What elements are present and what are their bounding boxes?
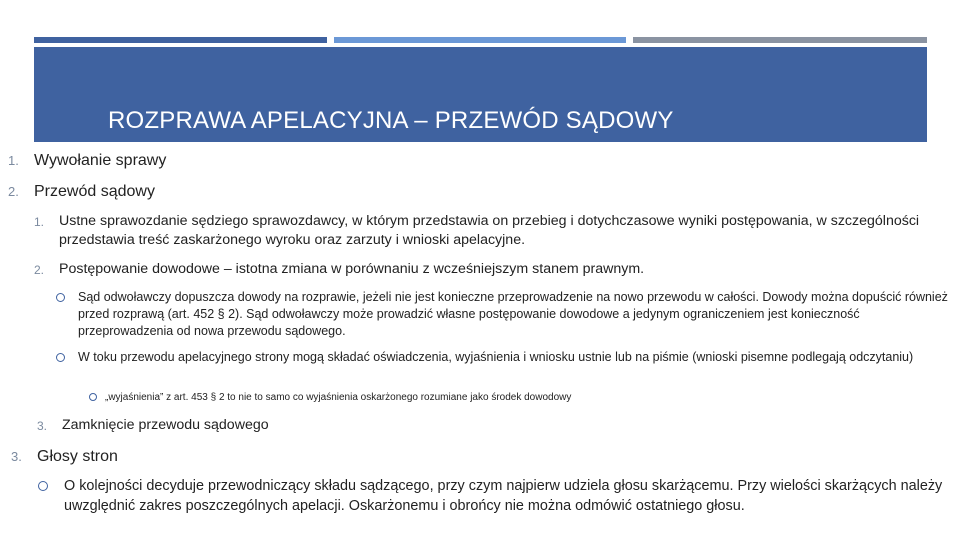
slide-title: ROZPRAWA APELACYJNA – PRZEWÓD SĄDOWY — [108, 107, 674, 134]
list-item-text: Głosy stron — [37, 448, 118, 465]
list-number: 1. — [34, 215, 45, 229]
list-item-text: Przewód sądowy — [34, 183, 155, 200]
bullet-item-text: W toku przewodu apelacyjnego strony mogą składać oświadczenia, wyjaśnienia i wniosku ustnie lub na piśmie (wnioski pisemne podlegają odczytaniu) — [78, 350, 914, 364]
list-item-text: Zamknięcie przewodu sądowego — [62, 417, 269, 433]
hollow-circle-bullet-icon — [56, 293, 65, 302]
header-accent-bar-light — [334, 37, 626, 43]
list-item-text: Wywołanie sprawy — [34, 152, 167, 169]
hollow-circle-bullet-icon — [89, 393, 97, 401]
hollow-circle-bullet-icon — [56, 353, 65, 362]
list-number: 1. — [8, 153, 19, 168]
list-item-text: Postępowanie dowodowe – istotna zmiana w porównaniu z wcześniejszym stanem prawnym. — [59, 261, 645, 277]
bullet-item-text: Sąd odwoławczy dopuszcza dowody na rozprawie, jeżeli nie jest konieczne przeprowadzenie na nowo przewodu w całości. Dowody można dopuścić również przed rozprawą (art. 452 § 2). Sąd odwoławczy może prowadzić własne postępowanie dowodowe a jedynym ograniczeniem jest konieczność przeprowadzenia od nowa przewodu sądowego. — [78, 290, 948, 338]
bullet-item-text: „wyjaśnienia” z art. 453 § 2 to nie to samo co wyjaśnienia oskarżonego rozumiane jako środek dowodowy — [105, 392, 572, 403]
list-number: 3. — [37, 419, 48, 433]
list-number: 2. — [8, 184, 19, 199]
header-accent-bar-dark — [34, 37, 327, 43]
list-number: 3. — [11, 449, 22, 464]
bullet-item-text: O kolejności decyduje przewodniczący składu sądzącego, przy czym najpierw udziela głosu skarżącemu. Przy wielości skarżących należy uwzględnić zakres poszczególnych apelacji. Oskarżonemu i obrońcy nie można odmówić ostatniego głosu. — [64, 478, 943, 514]
list-item-text: Ustne sprawozdanie sędziego sprawozdawcy, w którym przedstawia on przebieg i dotychczasowe wyniki postępowania, w szczególności przedstawia treść zaskarżonego wyroku oraz zarzuty i wnioski apelacyjne. — [59, 213, 920, 248]
list-number: 2. — [34, 263, 45, 277]
hollow-circle-bullet-icon — [38, 481, 48, 491]
header-accent-bar-gray — [633, 37, 927, 43]
